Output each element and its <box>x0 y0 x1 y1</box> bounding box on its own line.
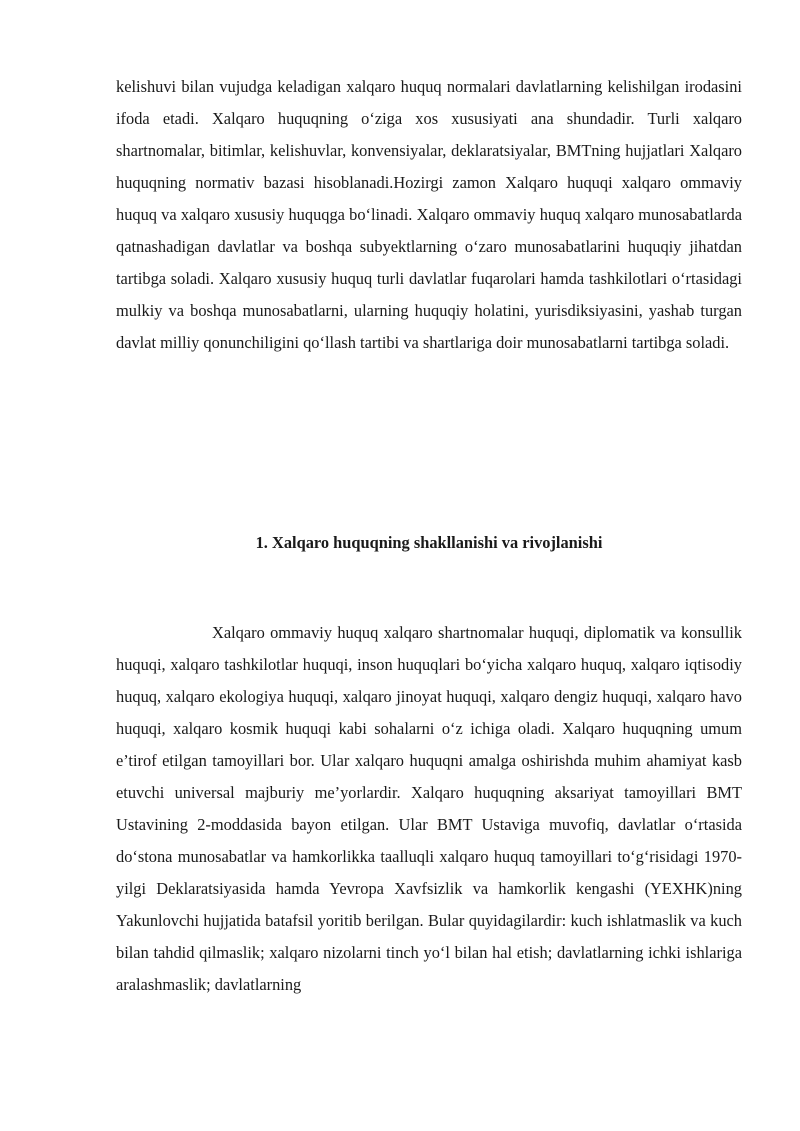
body-paragraph-2: Xalqaro ommaviy huquq xalqaro shartnomalar huquqi, diplomatik va konsullik huquqi, xalqaro tashkilotlar huquqi, inson huquqlari bo‘yicha xalqaro huquq, xalqaro iqtisodiy huquq, xalqaro ekologiya huquqi, xalqaro jinoyat huquqi, xalqaro dengiz huquqi, xalqaro havo huquqi, xalqaro kosmik huquqi kabi sohalarni o‘z ichiga oladi. Xalqaro huquqning umum e’tirof etilgan tamoyillari bor. Ular xalqaro huquqni amalga oshirishda muhim ahamiyat kasb etuvchi universal majburiy me’yorlardir. Xalqaro huquqning aksariyat tamoyillari BMT Ustavining 2-moddasida bayon etilgan. Ular BMT Ustaviga muvofiq, davlatlar o‘rtasida do‘stona munosabatlar va hamkorlikka taalluqli xalqaro huquq tamoyillari to‘g‘risidagi 1970-yilgi Deklaratsiyasida hamda Yevropa Xavfsizlik va hamkorlik kengashi (YEXHK)ning Yakunlovchi hujjatida batafsil yoritib berilgan. Bular quyidagilardir: kuch ishlatmaslik va kuch bilan tahdid qilmaslik; xalqaro nizolarni tinch yo‘l bilan hal etish; davlatlarning ichki ishlariga aralashmaslik; davlatlarning <box>116 623 742 994</box>
section-heading: 1. Xalqaro huquqning shakllanishi va rivojlanishi <box>255 533 603 552</box>
body-paragraph-1: kelishuvi bilan vujudga keladigan xalqaro huquq normalari davlatlarning kelishilgan irodasini ifoda etadi. Xalqaro huquqning o‘ziga xos xususiyati ana shundadir. Turli xalqaro shartnomalar, bitimlar, kelishuvlar, konvensiyalar, deklaratsiyalar, BMTning hujjatlari Xalqaro huquqning normativ bazasi hisoblanadi.Hozirgi zamon Xalqaro huquqi xalqaro ommaviy huquq va xalqaro xususiy huquqga bo‘linadi. Xalqaro ommaviy huquq xalqaro munosabatlarda qatnashadigan davlatlar va boshqa subyektlarning o‘zaro munosabatlarini huquqiy jihatdan tartibga soladi. Xalqaro xususiy huquq turli davlatlar fuqarolari hamda tashkilotlari o‘rtasidagi mulkiy va boshqa munosabatlarni, ularning huquqiy holatini, yurisdiksiyasini, yashab turgan davlat milliy qonunchiligini qo‘llash tartibi va shartlariga doir munosabatlarni tartibga soladi. <box>116 77 742 352</box>
